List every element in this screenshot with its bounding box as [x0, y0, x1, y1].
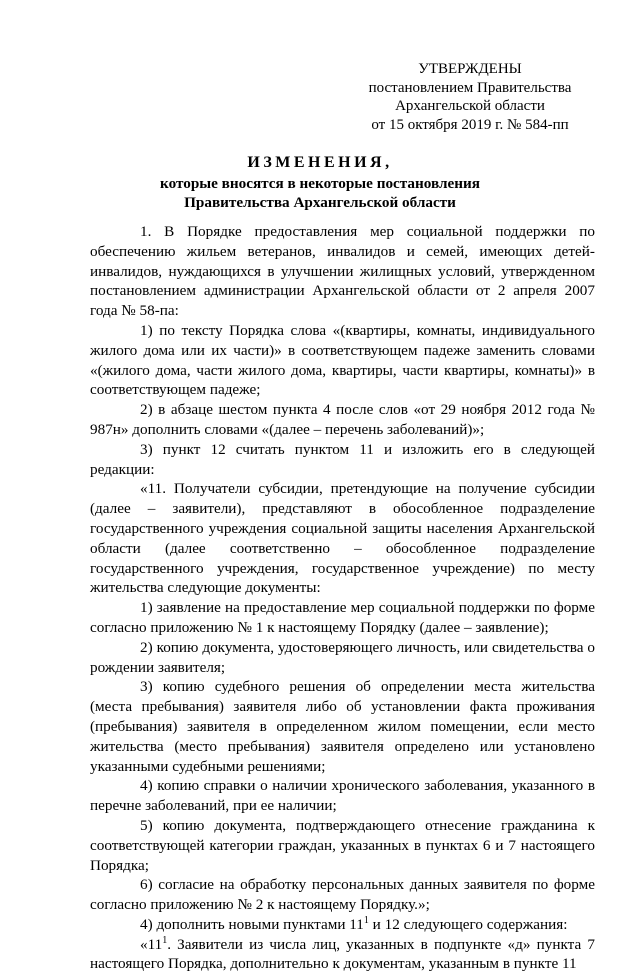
- paragraph-8: 3) копию судебного решения об определении места жительства (места пребывания) заявителя либо об установлении факта проживания (пребывания) заявителя в определенном жилом помещении, если место жительства (место пребывания) заявителя определено или установлено указанными судебными решениями;: [90, 678, 595, 775]
- paragraph-2: 1) по тексту Порядка слова «(квартиры, комнаты, индивидуального жилого дома или их части)» в соответствующем падеже заменить словами «(жилого дома, части жилого дома, квартиры, части квартиры, комнаты)» в соответствующем падеже;: [90, 321, 595, 399]
- paragraph-7: 2) копию документа, удостоверяющего личность, или свидетельства о рождении заявителя;: [90, 638, 595, 676]
- paragraph-13: [90, 935, 595, 974]
- paragraph-13-text: «11: [140, 935, 163, 953]
- approval-stamp: [360, 60, 580, 134]
- approval-line-4: от 15 октября 2019 г. № 584-пп: [371, 116, 569, 133]
- paragraph-12-superscript: 1: [363, 914, 369, 926]
- paragraph-4: 3) пункт 12 считать пунктом 11 и изложить его в следующей редакции:: [90, 440, 595, 478]
- paragraph-12: [90, 915, 595, 935]
- paragraph-10: 5) копию документа, подтверждающего отнесение гражданина к соответствующей категории граждан, указанных в пунктах 6 и 7 настоящего Порядка;: [90, 816, 595, 874]
- paragraph-11: 6) согласие на обработку персональных данных заявителя по форме согласно приложению № 2 к настоящему Порядку.»;: [90, 876, 595, 914]
- document-subtitle-line-1: которые вносятся в некоторые постановления: [160, 175, 480, 192]
- paragraph-5: «11. Получатели субсидии, претендующие на получение субсидии (далее – заявители), представляют в обособленное подразделение государственного учреждения социальной защиты населения Архангельской области (далее соответственно – обособленное подразделение государственного учреждения, государственное учреждение) по месту жительства следующие документы:: [90, 480, 595, 597]
- paragraph-13-text-end: . Заявители из числа лиц, указанных в подпункте «д» пункта 7 настоящего Порядка, дополнительно к документам, указанным в пункте 11: [90, 935, 595, 973]
- paragraph-13-superscript: 1: [162, 934, 168, 946]
- approval-line-3: Архангельской области: [395, 98, 545, 114]
- paragraph-9: 4) копию справки о наличии хронического заболевания, указанного в перечне заболеваний, при ее наличии;: [90, 777, 595, 815]
- document-title: ИЗМЕНЕНИЯ,: [247, 154, 393, 171]
- paragraph-1: 1. В Порядке предоставления мер социальной поддержки по обеспечению жильем ветеранов, инвалидов и семей, имеющих детей-инвалидов, нуждающихся в улучшении жилищных условий, утвержденном постановлением администрации Архангельской области от 2 апреля 2007 года № 58-па:: [90, 223, 595, 320]
- paragraph-12-text-end: и 12 следующего содержания:: [368, 915, 568, 933]
- paragraph-12-text: 4) дополнить новыми пунктами 11: [140, 915, 364, 933]
- approval-line-2: постановлением Правительства: [368, 79, 572, 96]
- document-body: [90, 222, 595, 974]
- approval-heading: УТВЕРЖДЕНЫ: [418, 61, 522, 77]
- document-subtitle-line-2: Правительства Архангельской области: [184, 194, 456, 211]
- document-title-block: [0, 152, 640, 212]
- paragraph-3: 2) в абзаце шестом пункта 4 после слов «от 29 ноября 2012 года № 987н» дополнить словами «(далее – перечень заболеваний)»;: [90, 401, 595, 438]
- paragraph-6: 1) заявление на предоставление мер социальной поддержки по форме согласно приложению № 1 к настоящему Порядку (далее – заявление);: [90, 599, 595, 636]
